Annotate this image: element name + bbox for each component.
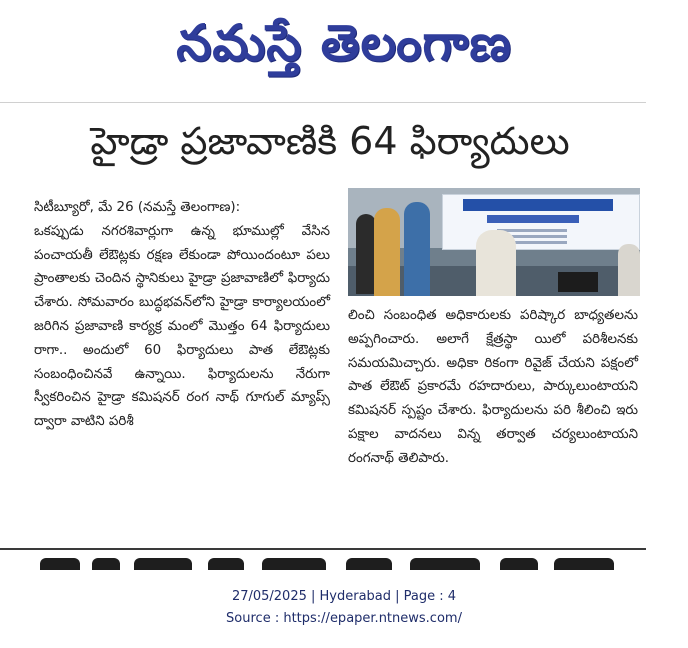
photo-banner <box>442 194 640 250</box>
article-right-column <box>348 304 638 471</box>
next-headline-cropped <box>30 556 640 570</box>
article-body-right: లించి సంబంధిత అధికారులకు పరిష్కార బాధ్యతలను అప్పగించారు. అలాగే క్షేత్రస్థా యిలో పరిశీలనకు సమయమిచ్చారు. అధికా రికంగా రివైజ్ చేయని పక్షంలో పాత లేఔట్ ప్రకారమే రహదారులు, పార్కులుంటాయని కమిషనర్ స్పష్టం చేశారు. ఫిర్యాదులను పరి శీలించి ఇరు పక్షాల వాదనలు విన్న తర్వాత చర్యలుంటాయని రంగనాథ్ తెలిపారు. <box>348 308 638 466</box>
article-bottom-rule <box>0 548 646 550</box>
article-dateline: సిటీబ్యూరో, మే 26 (నమస్తే తెలంగాణ): <box>34 200 241 215</box>
masthead-divider <box>0 102 646 103</box>
article-photo <box>348 188 640 296</box>
article-body-left: ఒకప్పుడు నగరశివార్లుగా ఉన్న భూముల్లో వేసిన పంచాయతీ లేఔట్లకు రక్షణ లేకుండా పోయిందంటూ పలు ప్రాంతాలకు చెందిన స్థానికులు హైడ్రా ప్రజావాణిలో ఫిర్యాదు చేశారు. సోమవారం బుద్ధభవన్‌లోని హైడ్రా కార్యాలయంలో జరిగిన ప్రజావాణి కార్యక్ర మంలో మొత్తం 64 ఫిర్యాదులు రాగా.. అందులో 60 ఫిర్యాదులు పాత లేఔట్లకు సంబంధించినవే ఉన్నాయి. ఫిర్యాదులను నేరుగా స్వీకరించిన హైడ్రా కమిషనర్ రంగ నాథ్ గూగుల్ మ్యాప్స్ ద్వారా వాటిని పరిశీ <box>34 223 330 430</box>
newspaper-logo: నమస్తే తెలంగాణ <box>176 14 512 72</box>
masthead <box>0 4 688 84</box>
article-left-column <box>34 196 330 434</box>
page-footer <box>0 586 688 630</box>
footer-source: Source : https://epaper.ntnews.com/ <box>226 611 462 626</box>
footer-date-edition: 27/05/2025 | Hyderabad | Page : 4 <box>231 589 457 604</box>
article-headline: హైడ్రా ప్రజావాణికి 64 ఫిర్యాదులు <box>90 119 570 163</box>
